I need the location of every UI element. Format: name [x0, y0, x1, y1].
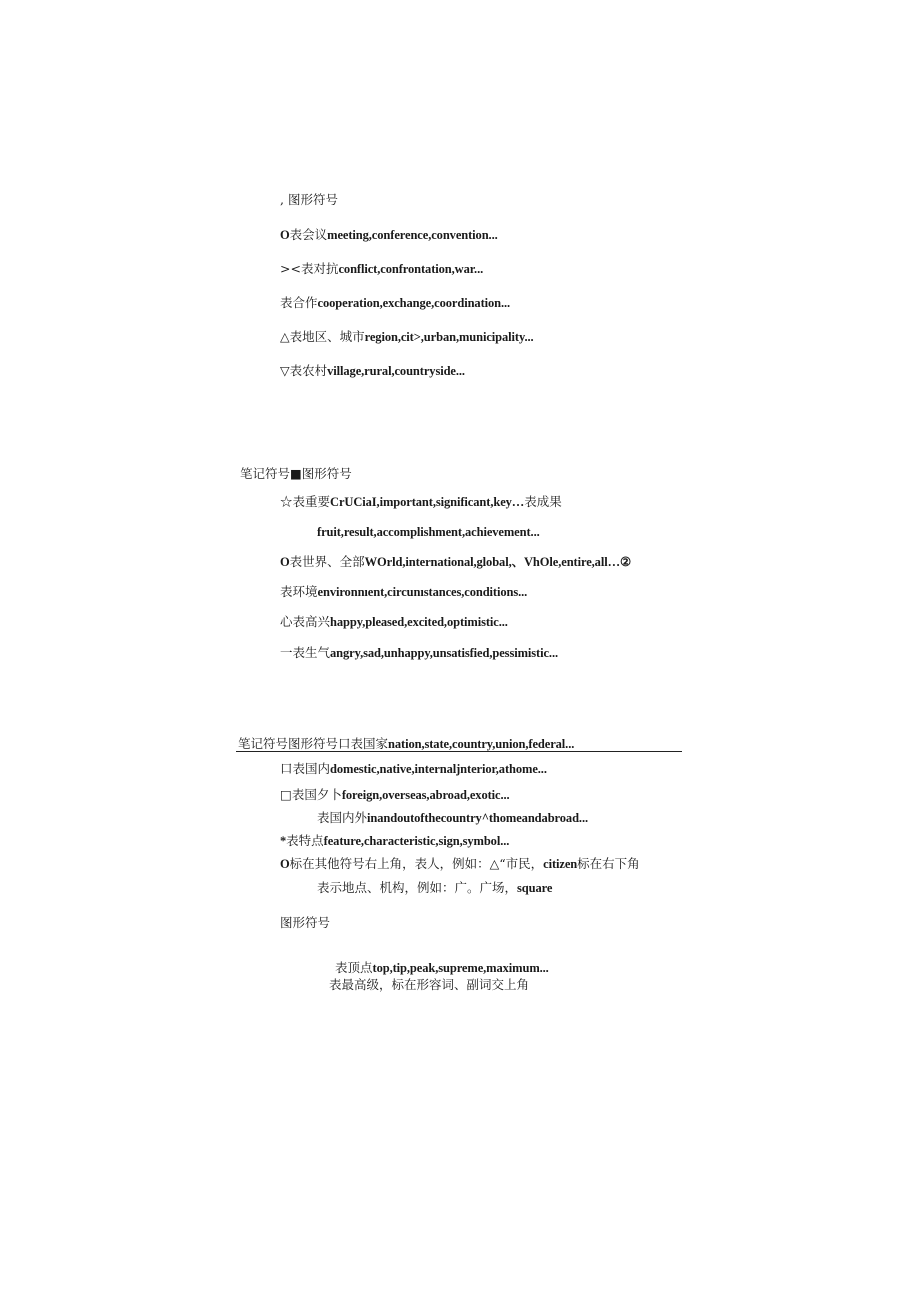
item-label-secondary: 标在右下角: [577, 856, 640, 871]
list-item: [280, 494, 562, 510]
item-label: 表环境: [280, 584, 318, 599]
item-terms: meeting,conference,convention...: [327, 228, 498, 242]
heading-terms: nation,state,country,union,federal...: [388, 737, 575, 751]
item-terms: happy,pleased,excited,optimistic...: [330, 615, 508, 629]
item-label: 表农村: [289, 363, 328, 378]
asterisk-symbol: *: [280, 834, 287, 848]
item-terms: angry,sad,unhappy,unsatisfied,pessimistic...: [330, 646, 558, 660]
item-terms: square: [517, 881, 553, 895]
item-terms: feature,characteristic,sign,symbol...: [323, 834, 510, 848]
triangle-up-symbol: △: [280, 329, 290, 344]
list-item: [280, 645, 558, 661]
item-label-secondary: 表成果: [524, 494, 562, 509]
list-item: [280, 295, 510, 311]
item-terms: environnıent,circunıstances,conditions...: [317, 585, 528, 599]
heading-underline: [236, 751, 682, 752]
item-label: 表国内外: [317, 810, 368, 825]
section2-heading: 笔记符号■图形符号: [240, 466, 352, 481]
list-item: [280, 363, 465, 379]
item-terms: foreign,overseas,abroad,exotic...: [341, 788, 510, 802]
list-item: [280, 787, 510, 803]
item-label: 标在其他符号右上角，表人，例如：△“市民，: [289, 856, 544, 871]
item-label: 表特点: [286, 833, 324, 848]
item-terms: cooperation,exchange,coordination...: [317, 296, 511, 310]
angle-brackets-symbol: ><: [280, 261, 301, 276]
item-label: 表合作: [280, 295, 318, 310]
item-label: 表顶点: [335, 960, 373, 975]
heading-label: 笔记符号图形符号口表国家: [238, 736, 389, 751]
item-terms: fruit,result,accomplishment,achievement...: [317, 525, 540, 539]
item-label: 表会议: [289, 227, 328, 242]
item-label: 表国内: [292, 761, 331, 776]
item-label: 表重要: [292, 494, 331, 509]
list-item: [280, 856, 640, 872]
item-label: 表最高级，标在形容词、副词交上角: [329, 977, 530, 992]
box-symbol: 口: [280, 761, 293, 776]
item-label: 表地区、城市: [289, 329, 365, 344]
item-label: 表生气: [292, 645, 331, 660]
list-item: [280, 554, 631, 570]
item-terms: citizen: [543, 857, 578, 871]
section3-heading: [238, 736, 574, 752]
item-label: 表国夕卜: [291, 787, 342, 802]
item-label: 表对抗: [300, 261, 339, 276]
item-terms: village,rural,countryside...: [327, 364, 465, 378]
list-item: [280, 614, 508, 630]
item-label: 表世界、全部: [289, 554, 365, 569]
item-label: 表高兴: [292, 614, 331, 629]
section4-heading: 图形符号: [280, 915, 331, 930]
square-symbol: □: [280, 787, 292, 802]
item-label: 表示地点、机构，例如：广。广场，: [317, 880, 518, 895]
list-item: [317, 810, 588, 826]
item-terms: conflict,confrontation,war...: [338, 262, 484, 276]
heart-symbol: 心: [280, 614, 293, 629]
circle-symbol: O: [280, 555, 290, 569]
item-terms: domestic,native,internaljnterior,athome...: [330, 762, 547, 776]
list-item: [335, 960, 549, 976]
star-symbol: ☆: [280, 494, 293, 509]
item-terms: top,tip,peak,supreme,maximum...: [372, 961, 549, 975]
section1-heading: , 图形符号: [280, 192, 338, 207]
list-item: [280, 329, 534, 345]
dash-symbol: 一: [280, 645, 293, 660]
list-item: [280, 584, 527, 600]
item-terms: inandoutofthecountry^thomeandabroad...: [367, 811, 588, 825]
list-item: [280, 833, 509, 849]
list-item: [317, 524, 540, 540]
item-terms: WOrld,international,global,、VhOle,entire,all…②: [364, 555, 632, 569]
list-item: [280, 761, 547, 777]
item-terms: region,cit>,urban,municipality...: [364, 330, 534, 344]
triangle-down-symbol: ▽: [280, 363, 290, 378]
list-item: [329, 977, 529, 993]
list-item: [280, 227, 498, 243]
item-terms: CrUCiaI,important,significant,key…: [330, 495, 525, 509]
list-item: [280, 261, 483, 277]
circle-symbol: O: [280, 857, 290, 871]
circle-symbol: O: [280, 228, 290, 242]
list-item: [317, 880, 552, 896]
